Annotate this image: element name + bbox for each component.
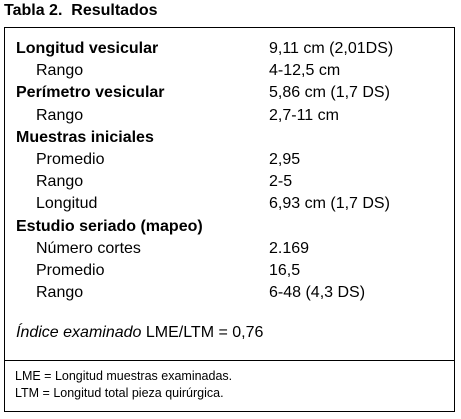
- table-title: Tabla 2. Resultados: [4, 2, 158, 19]
- section-label: Longitud vesicular: [16, 40, 159, 57]
- section-label: Perímetro vesicular: [16, 84, 165, 102]
- row-value: 6,93 cm (1,7 DS): [269, 195, 390, 213]
- index-line: [16, 322, 263, 344]
- index-label: Índice examinado: [16, 324, 142, 341]
- results-table: [4, 27, 455, 412]
- row-value: 6-48 (4,3 DS): [269, 284, 366, 302]
- row-label: Rango: [36, 62, 84, 80]
- row-label: Longitud: [36, 195, 98, 213]
- row-value: 2-5: [269, 173, 293, 191]
- row-value: 16,5: [269, 261, 301, 279]
- section-row: [16, 216, 446, 238]
- row-label: Rango: [36, 284, 84, 302]
- section-row: [16, 127, 446, 149]
- row-label: Rango: [36, 173, 84, 191]
- row-label: Promedio: [36, 261, 105, 279]
- results-rows: [16, 38, 446, 304]
- row-label: Promedio: [36, 150, 105, 168]
- table-row: [16, 105, 446, 127]
- table-row: [16, 60, 446, 82]
- notes-divider: [5, 360, 454, 361]
- row-label: Rango: [36, 106, 84, 124]
- row-value: 2.169: [269, 239, 310, 257]
- table-row: [16, 171, 446, 193]
- section-row: [16, 82, 446, 104]
- row-label: Número cortes: [36, 239, 141, 257]
- table-row: [16, 193, 446, 215]
- section-label: Muestras iniciales: [16, 128, 154, 146]
- table-row: [16, 282, 446, 304]
- footnote-lme: LME = Longitud muestras examinadas.: [15, 369, 233, 383]
- footnotes: [15, 368, 232, 402]
- footnote-ltm: LTM = Longitud total pieza quirúrgica.: [15, 386, 224, 400]
- section-row: [16, 38, 446, 60]
- table-row: [16, 149, 446, 171]
- row-value: 5,86 cm (1,7 DS): [269, 84, 390, 102]
- row-value: 2,95: [269, 150, 301, 168]
- section-label: Estudio seriado (mapeo): [16, 217, 203, 235]
- row-value: 2,7-11 cm: [269, 106, 339, 124]
- row-value: 9,11 cm (2,01DS): [269, 40, 394, 57]
- table-row: [16, 260, 446, 282]
- index-formula: LME/LTM = 0,76: [145, 324, 264, 341]
- row-value: 4-12,5 cm: [269, 62, 341, 80]
- table-row: [16, 238, 446, 260]
